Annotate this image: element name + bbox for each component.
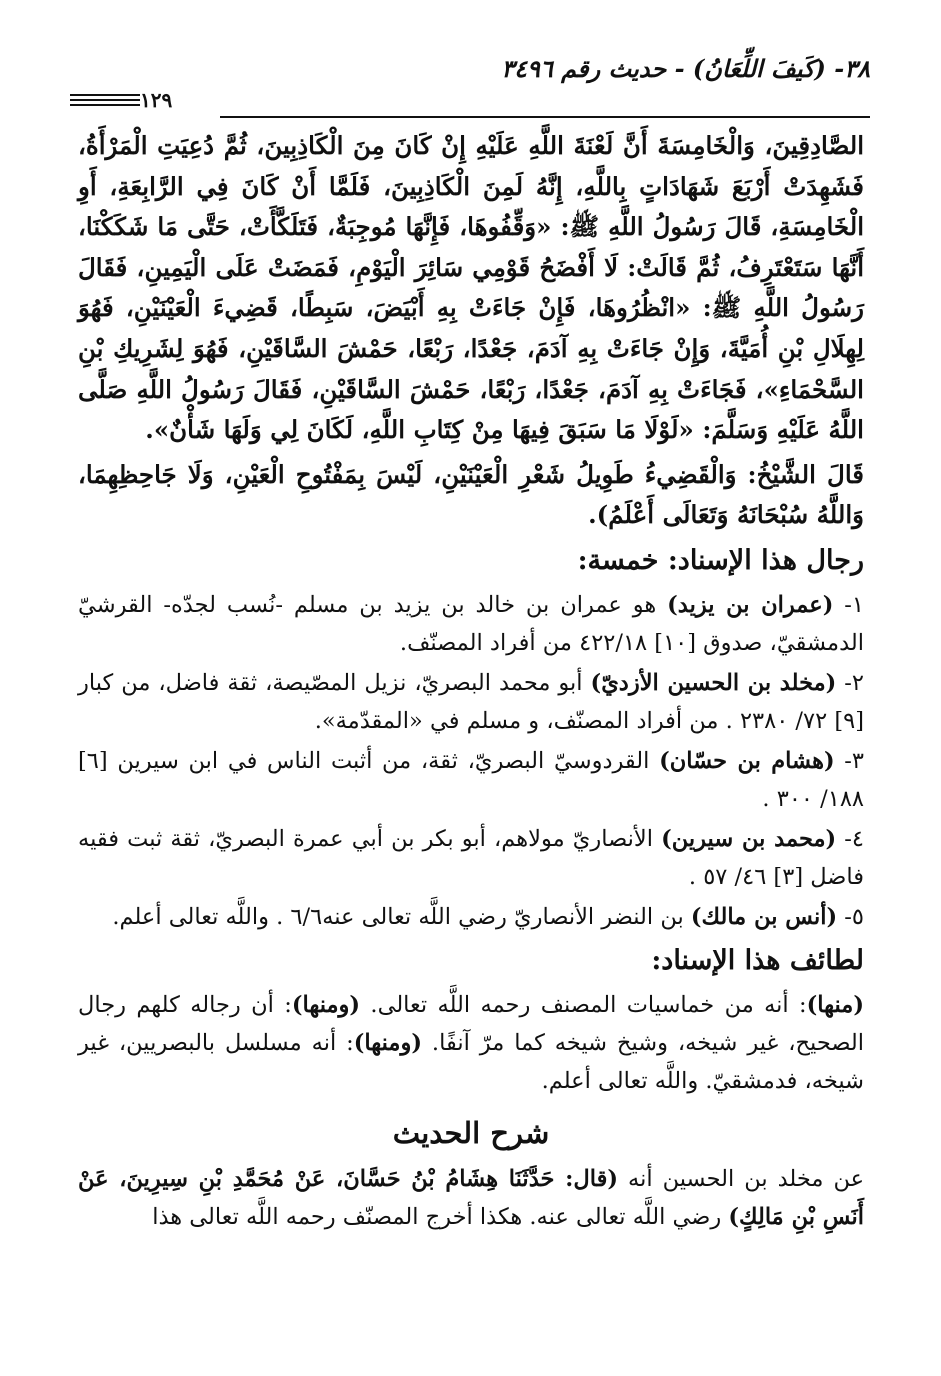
commentary-paragraph: [78, 1160, 864, 1236]
shaykh-note: قَالَ الشَّيْخُ: وَالْقَضِيءُ طَوِيلُ شَعْرِ الْعَيْنَيْنِ، لَيْسَ بِمَفْتُوحِ الْعَيْنِ، وَلَا جَاحِظِهِمَا، وَاللَّهُ سُبْحَانَهُ وَتَعَالَى أَعْلَمُ).: [78, 459, 864, 530]
subtleties-heading: لطائف هذا الإسناد:: [651, 944, 864, 976]
commentary-rest: رضي اللَّه تعالى عنه. هكذا أخرج المصنّف رحمه اللَّه تعالى هذا: [152, 1203, 729, 1230]
subtleties-paragraph: [78, 986, 864, 1100]
narrator-text: الأنصاريّ مولاهم، أبو بكر بن أبي عمرة البصريّ، ثقة ثبت فقيه فاضل [٣] ٤٦/ ٥٧ .: [78, 825, 864, 890]
narrator-name: (هشام بن حسّان): [659, 747, 835, 774]
narrator-name: (مخلد بن الحسين الأزديّ): [590, 669, 837, 696]
narrator-number: ١-: [833, 591, 864, 618]
page-header: [70, 52, 870, 112]
running-title: ٣٨- (كَيفَ اللِّعَانُ) - حديث رقم ٣٤٩٦: [501, 54, 870, 83]
narrator-item: [78, 664, 864, 740]
commentary-isnad: (قال: حَدَّثَنَا هِشَامُ بْنُ حَسَّانَ، عَنْ مُحَمَّدِ بْنِ سِيرِينَ، عَنْ أَنَسِ بْنِ مَالِكٍ): [78, 1165, 864, 1230]
narrator-name: (عمران بن يزيد): [667, 591, 834, 618]
page-number: ١٢٩: [140, 88, 173, 112]
subtlety-label: (ومنها): [291, 991, 361, 1018]
narrator-number: ٥-: [837, 903, 864, 930]
header-rules: [70, 94, 140, 109]
subtlety-label: (ومنها): [353, 1029, 422, 1056]
subtlety-text: : أن رجاله كلهم رجال الصحيح، غير شيخه، وشيخ شيخه كما مرّ آنفًا.: [78, 991, 864, 1056]
narrator-text: أبو محمد البصريّ، نزيل المصّيصة، ثقة فاضل، من كبار [٩] ٧٢/ ٢٣٨٠ . من أفراد المصنّف، و مسلم في «المقدّمة».: [78, 669, 864, 734]
narrator-name: (أنس بن مالك): [690, 903, 838, 930]
narrator-item: [78, 742, 864, 818]
narrator-number: ٢-: [836, 669, 864, 696]
narrator-number: ٣-: [834, 747, 865, 774]
narrator-name: (محمد بن سيرين): [661, 825, 837, 852]
narrator-text: القردوسيّ البصريّ، ثقة، من أثبت الناس في ابن سيرين [٦] ١٨٨/ ٣٠٠ .: [78, 747, 864, 812]
narrator-item: [78, 820, 864, 896]
narrator-text: هو عمران بن خالد بن يزيد بن مسلم -نُسب لجدّه- القرشيّ الدمشقيّ، صدوق [١٠] ٤٢٢/١٨ من أفراد المصنّف.: [78, 591, 864, 656]
subtlety-text: : أنه من خماسيات المصنف رحمه اللَّه تعالى.: [360, 991, 807, 1018]
narrators-heading: رجال هذا الإسناد: خمسة:: [577, 544, 864, 576]
page-body: [78, 126, 864, 1236]
commentary-heading: شرح الحديث: [392, 1115, 550, 1150]
hadith-text: الصَّادِقِينَ، وَالْخَامِسَةَ أَنَّ لَعْنَةَ اللَّهِ عَلَيْهِ إِنْ كَانَ مِنَ الْكَاذِبِينَ، ثُمَّ دُعِيَتِ الْمَرْأَةُ، فَشَهِدَتْ أَرْبَعَ شَهَادَاتٍ بِاللَّهِ، إِنَّهُ لَمِنَ الْكَاذِبِينَ، فَلَمَّا أَنْ كَانَ فِي الرَّابِعَةِ، أَوِ الْخَامِسَةِ، قَالَ رَسُولُ اللَّهِ ﷺ: «وَقِّفُوهَا، فَإِنَّهَا مُوجِبَةٌ، فَتَلَكَّأَتْ، حَتَّى مَا شَكَكْنَا، أَنَّهَا سَتَعْتَرِفُ، ثُمَّ قَالَتْ: لَا أَفْضَحُ قَوْمِي سَائِرَ الْيَوْمِ، فَمَضَتْ عَلَى الْيَمِينِ، فَقَالَ رَسُولُ اللَّهِ ﷺ: «انْظُرُوهَا، فَإِنْ جَاءَتْ بِهِ أَبْيَضَ، سَبِطًا، قَضِيءَ الْعَيْنَيْنِ، فَهُوَ لِهِلَالِ بْنِ أُمَيَّةَ، وَإِنْ جَاءَتْ بِهِ آدَمَ، جَعْدًا، رَبْعًا، حَمْشَ السَّاقَيْنِ، فَهُوَ لِشَرِيكِ بْنِ السَّحْمَاءِ»، فَجَاءَتْ بِهِ آدَمَ، جَعْدًا، رَبْعًا، حَمْشَ السَّاقَيْنِ، فَقَالَ رَسُولُ اللَّهِ صَلَّى اللَّهُ عَلَيْهِ وَسَلَّمَ: «لَوْلَا مَا سَبَقَ فِيهَا مِنْ كِتَابِ اللَّهِ، لَكَانَ لِي وَلَهَا شَأْنٌ».: [78, 131, 864, 445]
narrator-text: بن النضر الأنصاريّ رضي اللَّه تعالى عنه٦/٦ . واللَّه تعالى أعلم.: [112, 903, 691, 930]
subtlety-text: : أنه مسلسل بالبصريين، غير شيخه، فدمشقيّ. واللَّه تعالى أعلم.: [78, 1029, 864, 1094]
narrator-item: [78, 586, 864, 662]
narrator-item: [78, 898, 864, 936]
commentary-intro: عن مخلد بن الحسين أنه: [618, 1165, 864, 1192]
narrator-number: ٤-: [836, 825, 864, 852]
header-rule: [220, 116, 870, 118]
subtlety-label: (منها): [806, 991, 864, 1018]
